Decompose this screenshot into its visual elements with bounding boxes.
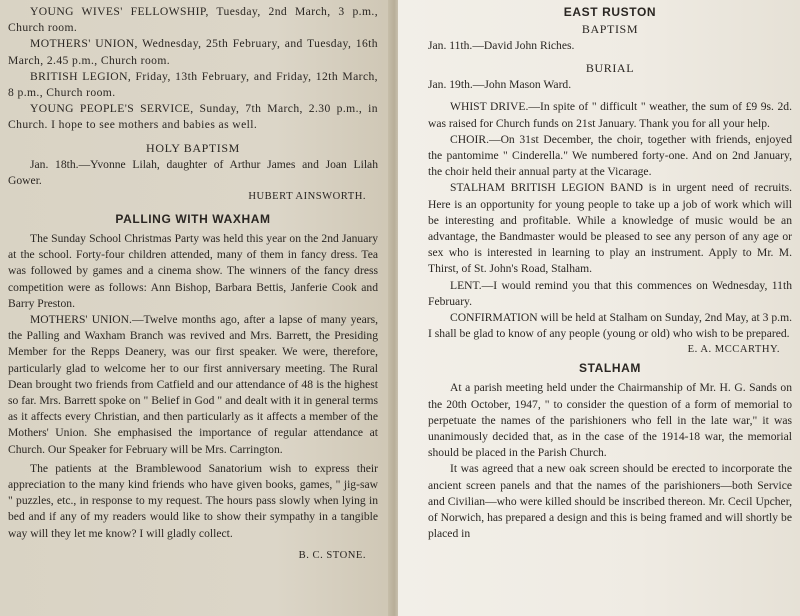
notice-young-wives: YOUNG WIVES' FELLOWSHIP, Tuesday, 2nd March, 3 p.m., Church room. [8, 5, 378, 35]
palling-paragraph: The Sunday School Christmas Party was held this year on the 2nd January at the school. Forty-four children attended, many of them in fancy dress. Tea was followed by games and a cinema show. The winners of the fancy dress competition were as follows: Ann Bishop, Barbara Bettis, Janferie Cook and Barry Preston. [8, 232, 378, 310]
palling-paragraph: MOTHERS' UNION.—Twelve months ago, after a lapse of many years, the Palling and Waxham Branch was revived and Mrs. Barrett, the Presiding Member for the Repps Deanery, was our first speaker. We were, therefore, particularly glad to welcome her to our first anniversary meeting. The Rural Dean brought two friends from Catfield and our attendance of 48 is the highest so far. Mrs. Barrett spoke on " Belief in God " and dealt with it in general terms as it affects every Christian, and then particularly as it affects a member of the Mothers' Union. She emphasised the importance of regular attendance at Church. Our Speaker for February will be Mrs. Carrington. [8, 313, 378, 456]
stalham-paragraph: At a parish meeting held under the Chairmanship of Mr. H. G. Sands on the 20th October, 1947, " to consider the question of a form of memorial to perpetuate the names of the parishioners who fell in the late war," it was unanimously decided that, as in the case of the 1914-18 war, the memorial should be placed in the Parish Church. [428, 381, 792, 460]
burial-entry: Jan. 19th.—John Mason Ward. [428, 78, 572, 92]
holy-baptism-heading: HOLY BAPTISM [146, 140, 240, 155]
east-ruston-heading: EAST RUSTON [563, 5, 657, 19]
notice-young-peoples-service: YOUNG PEOPLE'S SERVICE, Sunday, 7th March, 2.30 p.m., in Church. I hope to see mothers and babies as well. [8, 102, 378, 132]
baptism-heading: BAPTISM [581, 22, 639, 36]
left-page [0, 0, 392, 616]
baptism-entry: Jan. 11th.—David John Riches. [428, 39, 575, 52]
baptism-entry: Jan. 18th.—Yvonne Lilah, daughter of Arthur James and Joan Lilah Gower. [8, 157, 378, 187]
stalham-heading: STALHAM [579, 361, 641, 376]
legion-band-paragraph: STALHAM BRITISH LEGION BAND is in urgent need of recruits. Here is an opportunity for young people to take up a job of work which will be interesting and profitable. While a knowledge of music would be an advantage, the Bandmaster would be pleased to see any person of any age or sex who is interested in learning to play an instrument. Apply to Mr. M. Thirst, of St. John's Road, Stalham. [428, 181, 792, 276]
whist-drive-paragraph: WHIST DRIVE.—In spite of " difficult " weather, the sum of £9 9s. 2d. was raised for Church funds on 21st January. Thank you for all your help. [428, 100, 792, 130]
right-page [398, 0, 800, 616]
confirmation-paragraph: CONFIRMATION will be held at Stalham on Sunday, 2nd May, at 3 p.m. I shall be glad to know of any people (young or old) who wish to be prepared. [428, 311, 792, 341]
choir-paragraph: CHOIR.—On 31st December, the choir, together with friends, enjoyed the pantomime " Cinderella." We numbered forty-one. And on 2nd January, the choir held their annual party at the Vicarage. [428, 132, 792, 179]
notice-british-legion: BRITISH LEGION, Friday, 13th February, and Friday, 12th March, 8 p.m., Church room. [8, 69, 378, 100]
signature-stone: B. C. STONE. [298, 549, 366, 561]
stalham-paragraph: It was agreed that a new oak screen should be erected to incorporate the ancient screen panels and that the names of the parishioners—both Service and Civilian—who were killed should be inscribed thereon. Mr. Cecil Upcher, of Norwich, has prepared a design and this is being framed and will shortly be placed in [428, 462, 792, 541]
notice-mothers-union: MOTHERS' UNION, Wednesday, 25th February, and Tuesday, 16th March, 2.45 p.m., Church room. [8, 37, 378, 67]
lent-paragraph: LENT.—I would remind you that this commences on Wednesday, 11th February. [428, 278, 792, 308]
palling-paragraph: The patients at the Bramblewood Sanatorium wish to express their appreciation to the many kind friends who have given books, games, " jig-saw " puzzles, etc., in response to my request. The hours pass slowly when lying in bed and if any of my readers would like to show their sympathy in a tangible way will they let me know? I will gladly collect. [8, 461, 378, 540]
palling-heading: PALLING WITH WAXHAM [115, 212, 271, 227]
signature-mccarthy: E. A. MCCARTHY. [687, 344, 780, 356]
burial-heading: BURIAL [585, 61, 635, 76]
signature-ainsworth: HUBERT AINSWORTH. [248, 191, 366, 203]
